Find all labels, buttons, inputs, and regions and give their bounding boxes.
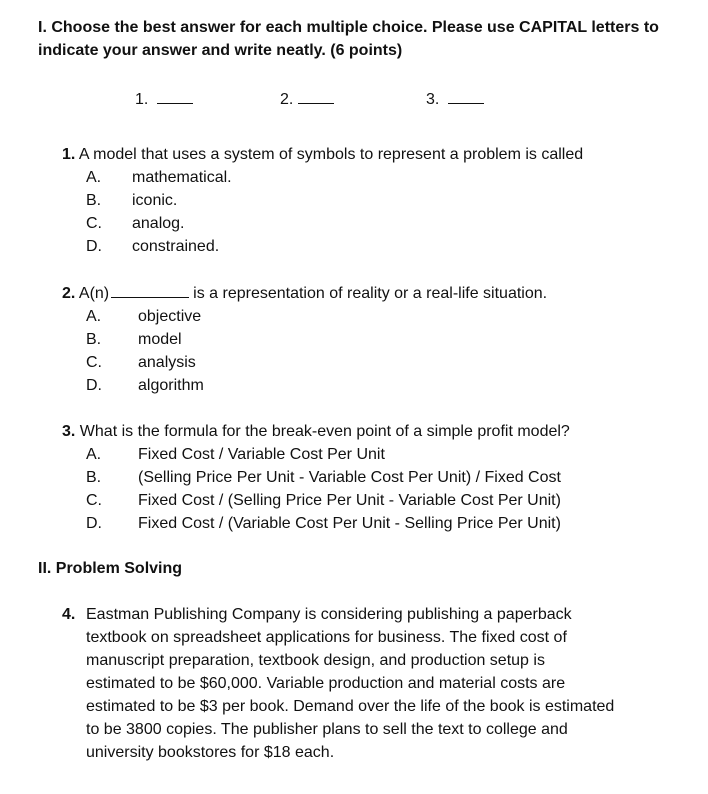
answer-blank-1[interactable] xyxy=(135,88,193,111)
answer-blank-2[interactable] xyxy=(280,88,334,111)
option-1c xyxy=(86,212,185,235)
option-text: objective xyxy=(138,308,202,325)
option-letter: A. xyxy=(86,308,102,325)
question-text: A model that uses a system of symbols to represent a problem is called xyxy=(78,146,584,163)
option-letter: D. xyxy=(86,377,102,394)
option-text: (Selling Price Per Unit - Variable Cost Per Unit) / Fixed Cost xyxy=(138,469,561,486)
question-number: 1. xyxy=(62,146,76,163)
option-2c xyxy=(86,351,196,374)
fill-in-blank[interactable] xyxy=(111,283,189,298)
section1-title-line2: indicate your answer and write neatly. (6 points) xyxy=(38,42,403,59)
option-text: mathematical. xyxy=(132,169,232,186)
option-3a xyxy=(86,443,385,466)
question-text-before: A(n) xyxy=(78,285,110,302)
question-number: 2. xyxy=(62,285,76,302)
problem-line-4: estimated to be $60,000. Variable production and material costs are xyxy=(86,675,566,692)
option-1d xyxy=(86,235,219,258)
question-3 xyxy=(62,420,570,443)
option-letter: D. xyxy=(86,515,102,532)
option-letter: B. xyxy=(86,192,102,209)
answer-blank-line xyxy=(157,89,193,104)
problem-number: 4. xyxy=(62,606,76,623)
question-text: What is the formula for the break-even point of a simple profit model? xyxy=(79,423,570,440)
answer-blank-line xyxy=(448,89,484,104)
option-letter: C. xyxy=(86,492,102,509)
answer-blank-3[interactable] xyxy=(426,88,484,111)
answer-blank-line xyxy=(298,89,334,104)
option-text: constrained. xyxy=(132,238,220,255)
option-text: analysis xyxy=(138,354,196,371)
problem-line-3: manuscript preparation, textbook design, and production setup is xyxy=(86,652,545,669)
answer-blank-label: 2. xyxy=(280,91,294,108)
option-1b xyxy=(86,189,177,212)
answer-blank-label: 1. xyxy=(135,91,149,108)
question-1 xyxy=(62,143,583,166)
option-text: Fixed Cost / (Selling Price Per Unit - Variable Cost Per Unit) xyxy=(138,492,561,509)
question-number: 3. xyxy=(62,423,76,440)
section1-title-line1: I. Choose the best answer for each multiple choice. Please use CAPITAL letters to xyxy=(38,19,659,36)
option-3c xyxy=(86,489,561,512)
option-letter: C. xyxy=(86,215,102,232)
option-1a xyxy=(86,166,232,189)
option-2b xyxy=(86,328,182,351)
option-text: Fixed Cost / (Variable Cost Per Unit - Selling Price Per Unit) xyxy=(138,515,561,532)
section2-title: II. Problem Solving xyxy=(38,560,183,577)
problem-line-2: textbook on spreadsheet applications for business. The fixed cost of xyxy=(86,629,567,646)
option-3d xyxy=(86,512,561,535)
option-letter: C. xyxy=(86,354,102,371)
problem-line-7: university bookstores for $18 each. xyxy=(86,744,335,761)
option-letter: A. xyxy=(86,446,102,463)
option-2a xyxy=(86,305,201,328)
question-text-after: is a representation of reality or a real-life situation. xyxy=(193,285,548,302)
option-2d xyxy=(86,374,204,397)
question-2 xyxy=(62,282,547,305)
option-letter: A. xyxy=(86,169,102,186)
problem-line-6: to be 3800 copies. The publisher plans to sell the text to college and xyxy=(86,721,568,738)
problem-line-5: estimated to be $3 per book. Demand over the life of the book is estimated xyxy=(86,698,615,715)
option-3b xyxy=(86,466,561,489)
option-text: model xyxy=(138,331,182,348)
option-letter: D. xyxy=(86,238,102,255)
option-text: Fixed Cost / Variable Cost Per Unit xyxy=(138,446,385,463)
option-text: algorithm xyxy=(138,377,204,394)
option-text: iconic. xyxy=(132,192,178,209)
problem-line-1: Eastman Publishing Company is considering publishing a paperback xyxy=(86,606,572,623)
option-letter: B. xyxy=(86,469,102,486)
option-letter: B. xyxy=(86,331,102,348)
option-text: analog. xyxy=(132,215,185,232)
answer-blank-label: 3. xyxy=(426,91,440,108)
